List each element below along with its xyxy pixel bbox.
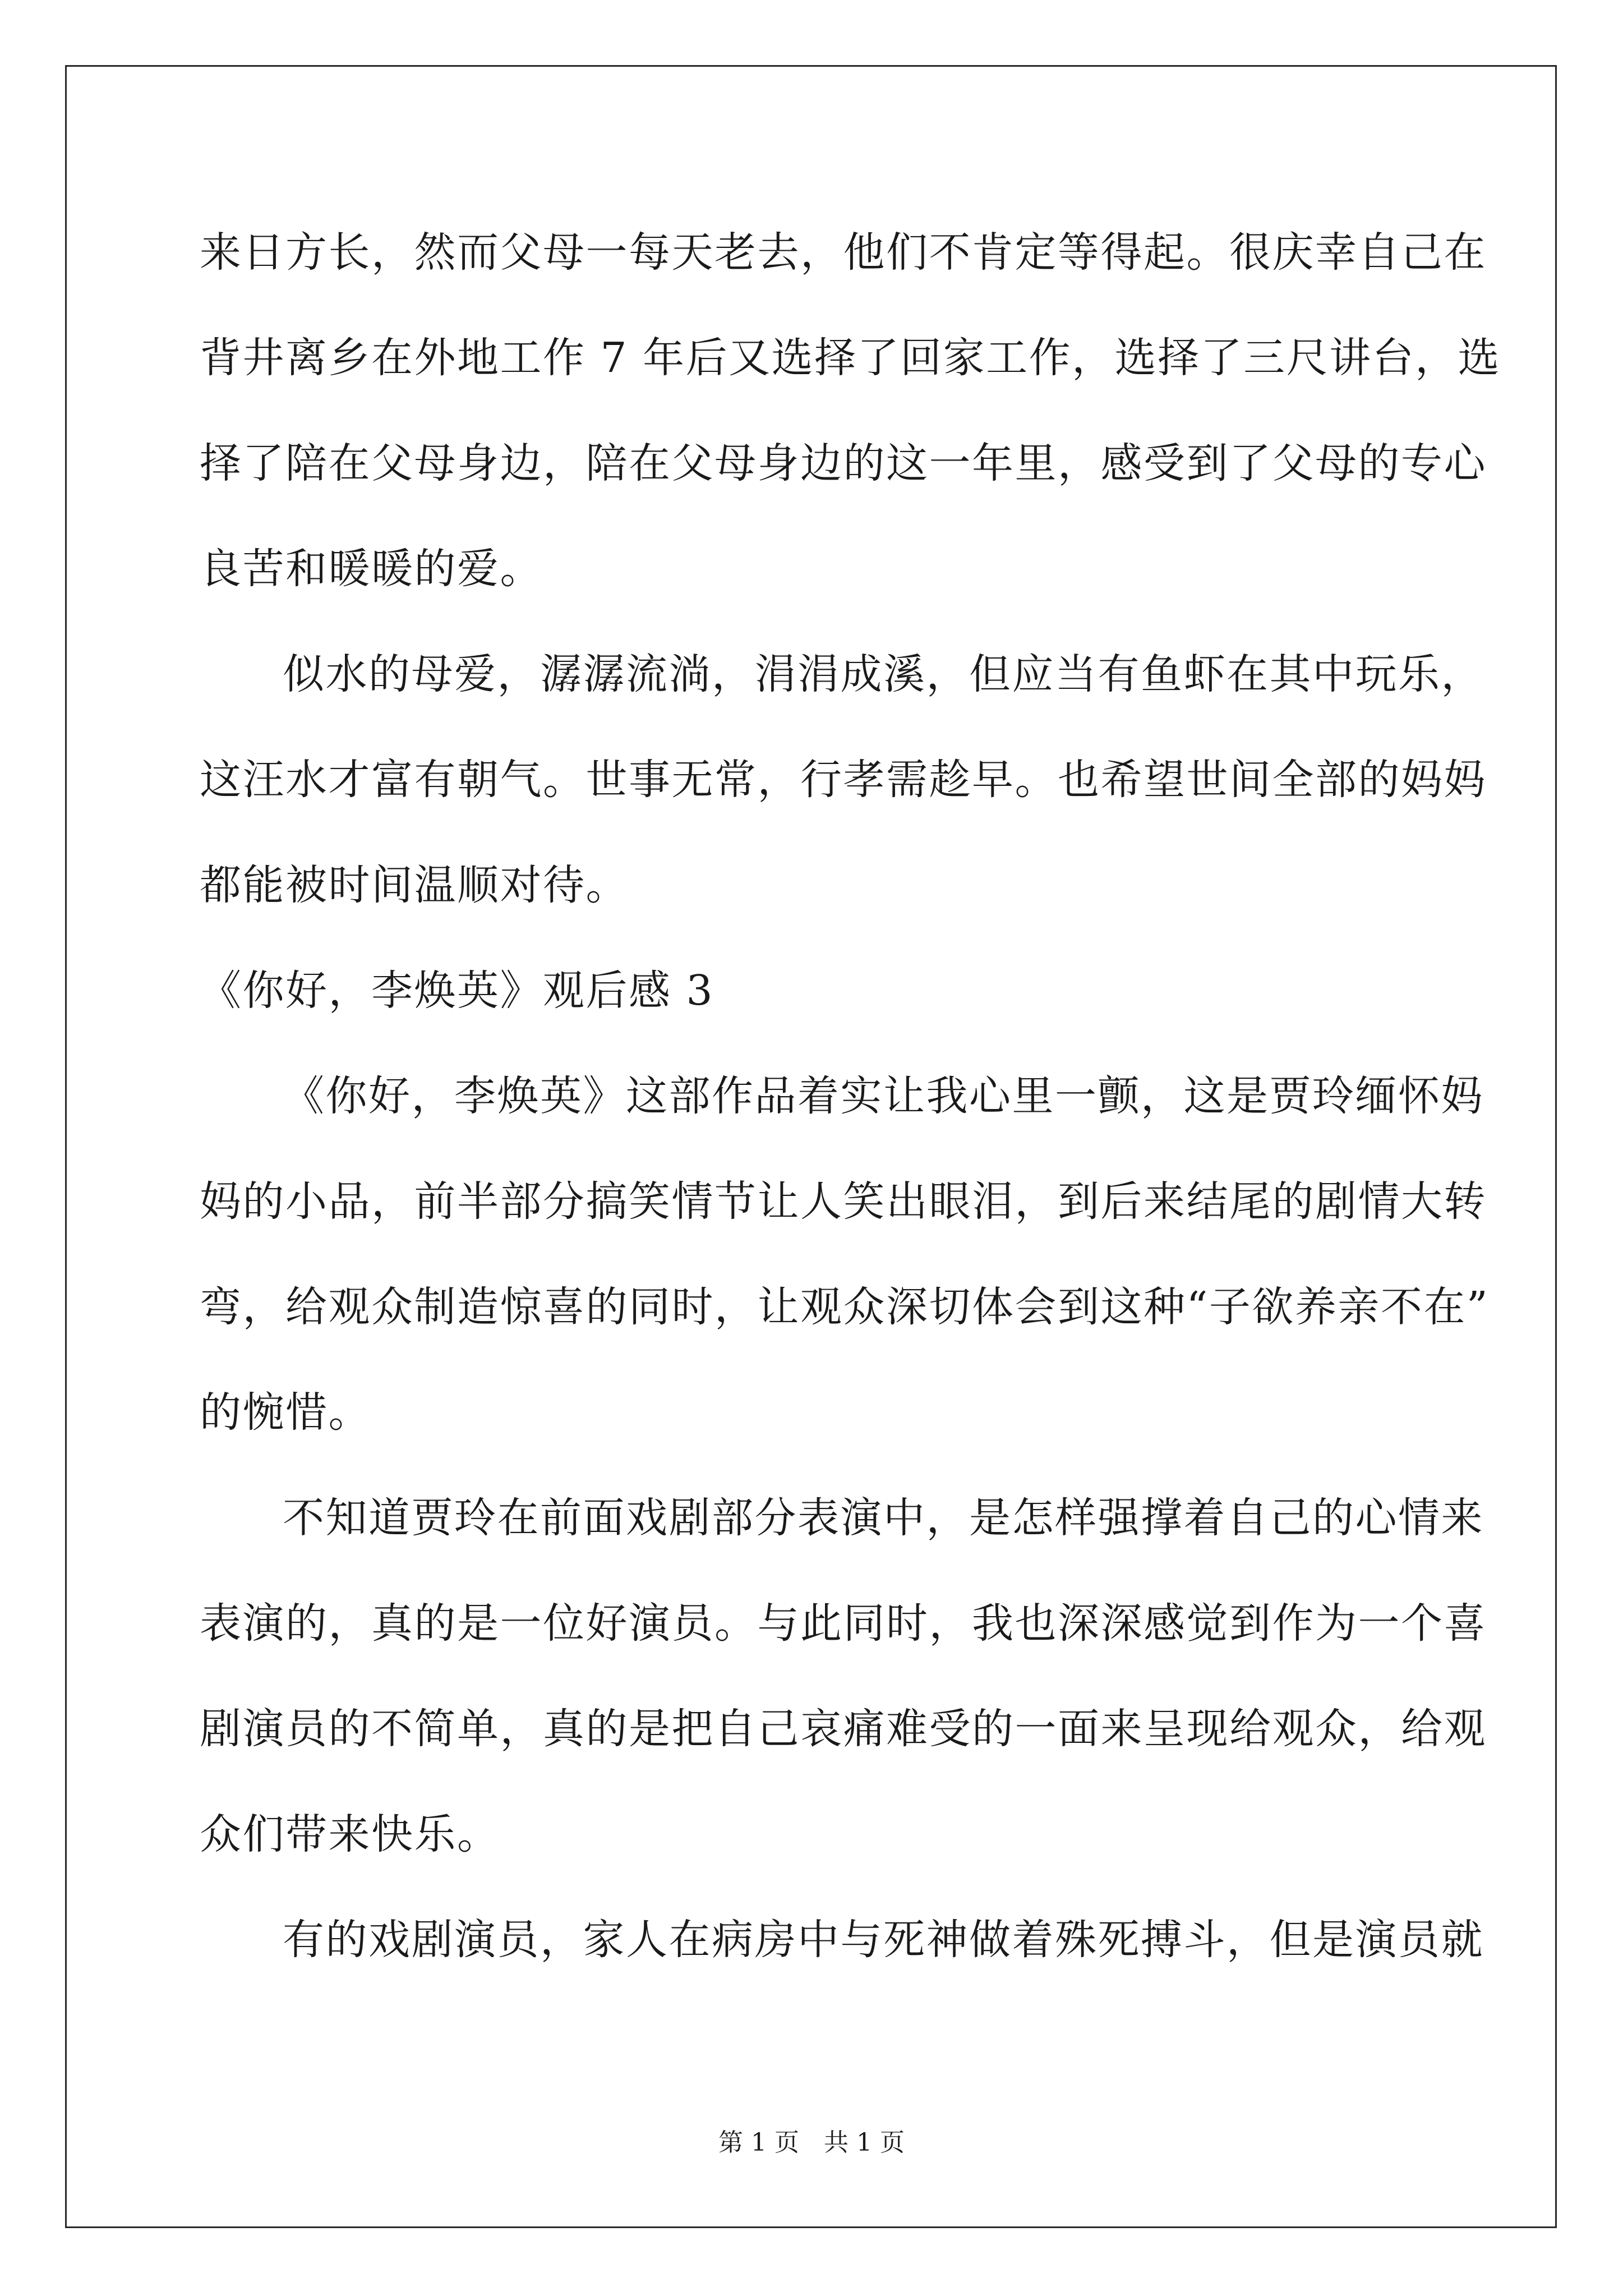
page-number-footer: 第 1 页 共 1 页 xyxy=(718,2128,905,2157)
paragraph-start-line: 似水的母爱，潺潺流淌，涓涓成溪，但应当有鱼虾在其中玩乐， xyxy=(283,650,1484,698)
paragraph-start-line: 《你好，李焕英》这部作品着实让我心里一颤，这是贾玲缅怀妈 xyxy=(283,1072,1484,1120)
text-line: 良苦和暖暖的爱。 xyxy=(200,545,543,593)
text-line: 表演的，真的是一位好演员。与此同时，我也深深感觉到作为一个喜 xyxy=(200,1599,1487,1648)
text-line: 择了陪在父母身边，陪在父母身边的这一年里，感受到了父母的专心 xyxy=(200,439,1487,487)
text-line: 弯，给观众制造惊喜的同时，让观众深切体会到这种“子欲养亲不在” xyxy=(200,1283,1490,1331)
text-line: 剧演员的不简单，真的是把自己哀痛难受的一面来呈现给观众，给观 xyxy=(200,1705,1487,1753)
text-line: 妈的小品，前半部分搞笑情节让人笑出眼泪，到后来结尾的剧情大转 xyxy=(200,1177,1487,1226)
text-line: 都能被时间温顺对待。 xyxy=(200,861,629,909)
text-line: 背井离乡在外地工作 7 年后又选择了回家工作，选择了三尺讲台，选 xyxy=(200,334,1501,382)
paragraph-start-line: 有的戏剧演员，家人在病房中与死神做着殊死搏斗，但是演员就 xyxy=(283,1916,1484,1964)
section-heading: 《你好，李焕英》观后感 3 xyxy=(200,967,714,1015)
text-line: 众们带来快乐。 xyxy=(200,1810,500,1858)
text-line: 这汪水才富有朝气。世事无常，行孝需趁早。也希望世间全部的妈妈 xyxy=(200,756,1487,804)
paragraph-start-line: 不知道贾玲在前面戏剧部分表演中，是怎样强撑着自己的心情来 xyxy=(283,1494,1484,1542)
text-line: 来日方长，然而父母一每天老去，他们不肯定等得起。很庆幸自己在 xyxy=(200,228,1487,277)
text-line: 的惋惜。 xyxy=(200,1388,371,1437)
document-body xyxy=(200,213,1501,2006)
